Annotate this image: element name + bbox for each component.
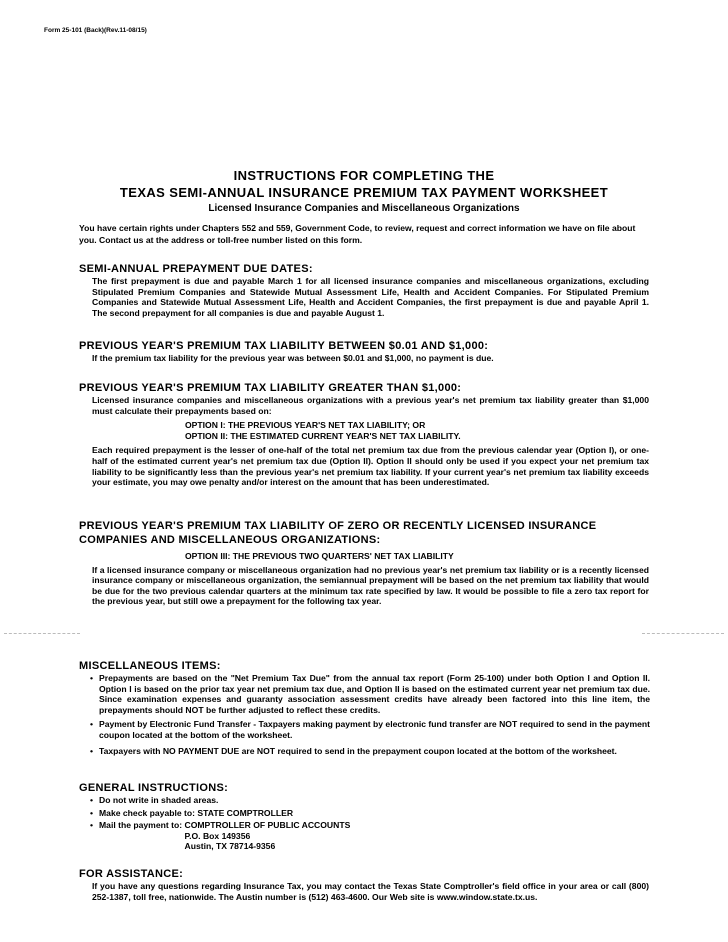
rights-notice <box>79 222 645 246</box>
title-line-2: TEXAS SEMI-ANNUAL INSURANCE PREMIUM TAX PAYMENT WORKSHEET <box>119 185 609 200</box>
mail-label: Mail the payment to: <box>99 820 183 831</box>
address-line-1: COMPTROLLER OF PUBLIC ACCOUNTS <box>184 820 351 831</box>
bullet-icon: • <box>90 807 94 818</box>
section-misc <box>79 659 653 756</box>
section-text-2: Each required prepayment is the lesser of one-half of the total net premium tax due from the previous calendar year (Option I), or one-half of the estimated current year's net premium tax due (Option II). Option II should only be used if you expect your net premium tax liability to be significantly less than the previous year's net premium tax liability. If your current year's net premium tax liability exceeds your estimate, you may owe penalty and/or interest on the amount that has been underestimated. <box>92 445 649 488</box>
title-block <box>0 168 728 216</box>
option-2: OPTION II: THE ESTIMATED CURRENT YEAR'S NET TAX LIABILITY. <box>185 430 461 441</box>
list-item-text: Prepayments are based on the "Net Premium Tax Due" from the annual tax report (Form 25-100) under both Option I and Option II. Option I is based on the prior tax year net premium tax due, and Option II is based on the estimated current year net premium tax due. Since examination expenses and guaranty association assessment credits have already been factored into this line item, the prepayments should NOT be further adjusted to reflect these credits. <box>99 673 650 715</box>
section-text: The first prepayment is due and payable March 1 for all licensed insurance companies and miscellaneous organizations, excluding Stipulated Premium Companies and Statewide Mutual Assessment Life, Health and Accident Companies. For Stipulated Premium Companies and Statewide Mutual Assessment Life, Health and Accident Companies, the first prepayment is due and payable April 1. The second prepayment for all companies is due and payable August 1. <box>92 276 649 318</box>
cut-line-left <box>4 633 80 634</box>
section-text: If the premium tax liability for the previous year was between $0.01 and $1,000, no payment is due. <box>92 353 494 363</box>
bullet-icon: • <box>90 719 94 730</box>
cut-line-right <box>642 633 724 634</box>
list-item-text: Payment by Electronic Fund Transfer - Taxpayers making payment by electronic fund transfer are NOT required to send in the payment coupon located at the bottom of the worksheet. <box>99 719 650 740</box>
address-line-2: P.O. Box 149356 <box>184 830 251 841</box>
bullet-icon: • <box>90 820 94 831</box>
rights-lead: You have certain rights <box>79 223 174 233</box>
list-item <box>90 719 650 740</box>
list-item <box>90 795 650 806</box>
bullet-icon: • <box>90 673 94 683</box>
section-general <box>79 781 653 852</box>
section-heading: FOR ASSISTANCE: <box>79 868 184 880</box>
section-heading: MISCELLANEOUS ITEMS: <box>79 660 221 672</box>
section-between <box>79 339 653 364</box>
mailing-address <box>184 820 350 852</box>
list-item <box>90 673 650 715</box>
section-heading: SEMI-ANNUAL PREPAYMENT DUE DATES: <box>79 263 313 275</box>
section-heading: PREVIOUS YEAR'S PREMIUM TAX LIABILITY GREATER THAN $1,000: <box>79 382 462 394</box>
option-1: OPTION I: THE PREVIOUS YEAR'S NET TAX LIABILITY; OR <box>185 420 426 431</box>
section-zero <box>79 519 653 607</box>
subtitle: Licensed Insurance Companies and Miscellaneous Organizations <box>208 203 520 214</box>
bullet-icon: • <box>90 745 94 756</box>
section-heading: PREVIOUS YEAR'S PREMIUM TAX LIABILITY OF ZERO OR RECENTLY LICENSED INSURANCE COMPANIES AND MISCELLANEOUS ORGANIZATIONS: <box>79 520 597 546</box>
list-item-text: Do not write in shaded areas. <box>99 795 219 805</box>
bullet-icon: • <box>90 795 94 805</box>
section-text-1: Licensed insurance companies and miscellaneous organizations with a previous year's net premium tax liability greater than $1,000 must calculate their prepayments based on: <box>92 395 649 416</box>
list-item <box>90 746 650 757</box>
rights-text: under Chapters 552 and 559, Government Code, to review, request and correct information we have on file about you. Contact us at the address or toll-free number listed on this form. <box>79 223 636 245</box>
list-item-text: Taxpayers with NO PAYMENT DUE are NOT required to send in the prepayment coupon located at the bottom of the worksheet. <box>99 745 617 756</box>
option-3: OPTION III: THE PREVIOUS TWO QUARTERS' NET TAX LIABILITY <box>185 551 454 561</box>
list-item <box>90 820 650 852</box>
title-line-1: INSTRUCTIONS FOR COMPLETING THE <box>233 168 495 183</box>
section-heading: GENERAL INSTRUCTIONS: <box>79 782 229 794</box>
section-greater <box>79 381 653 488</box>
list-item <box>90 808 650 819</box>
form-number: Form 25-101 (Back)(Rev.11-08/15) <box>44 27 147 34</box>
payable-value: STATE COMPTROLLER <box>197 807 294 818</box>
section-text: If a licensed insurance company or miscellaneous organization had no previous year's net premium tax liability or is a recently licensed insurance company or miscellaneous organization, the semiannual prepayment will be based on the net premium tax liability that would be due for the two previous calendar quarters at the minimum tax rate specified by law. It would be possible to file a zero tax report for the previous year, but still owe a prepayment for the following tax year. <box>92 564 649 607</box>
payable-label: Make check payable to: <box>99 807 196 818</box>
section-due-dates <box>79 262 653 318</box>
address-line-3: Austin, TX 78714-9356 <box>184 841 276 852</box>
section-assistance <box>79 867 653 902</box>
section-text: If you have any questions regarding Insurance Tax, you may contact the Texas State Comptroller's field office in your area or call (800) 252-1387, toll free, nationwide. The Austin number is (512) 463-4600. Our Web site is www.window.state.tx.us. <box>92 881 649 902</box>
section-heading: PREVIOUS YEAR'S PREMIUM TAX LIABILITY BETWEEN $0.01 AND $1,000: <box>79 340 489 352</box>
